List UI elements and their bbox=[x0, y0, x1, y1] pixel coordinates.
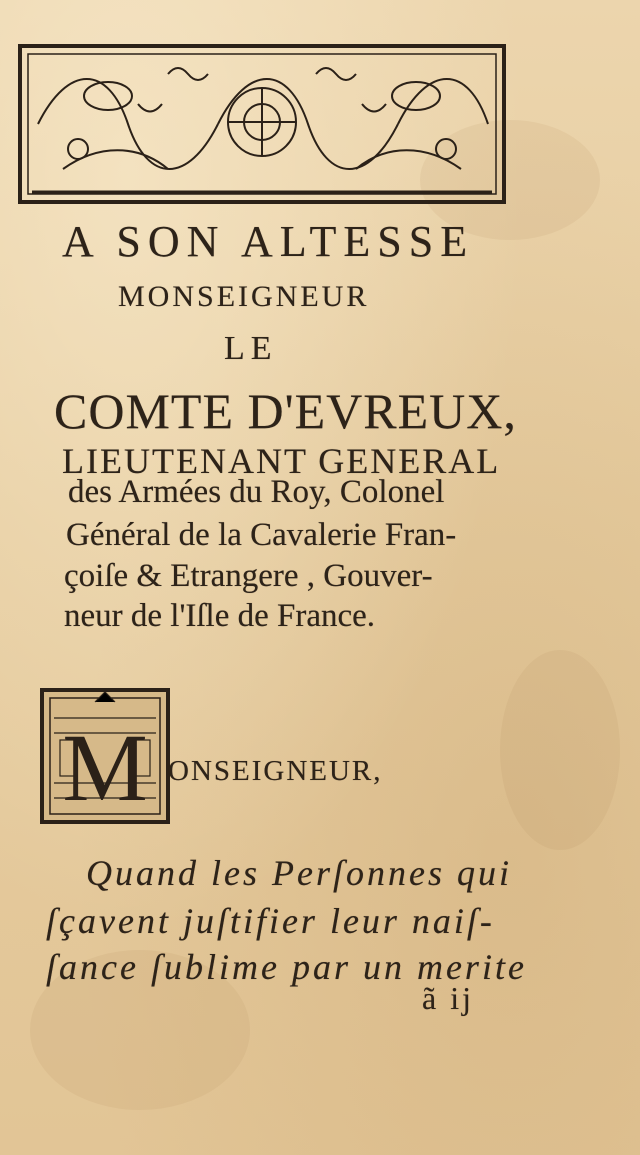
dedication-line: Général de la Cavalerie Fran- bbox=[66, 517, 457, 553]
letter-line: ſçavent juſtifier leur naiſ- bbox=[46, 901, 495, 941]
paper-stain bbox=[500, 650, 620, 850]
dedication-title: MONSEIGNEUR bbox=[118, 280, 370, 313]
signature-mark: ã ij bbox=[422, 980, 474, 1016]
initial-letter: M bbox=[62, 714, 148, 821]
dedication-name: COMTE D'EVREUX, bbox=[54, 383, 517, 439]
dedication-rank: LIEUTENANT GENERAL bbox=[62, 441, 501, 481]
letter-line: ſance ſublime par un merite bbox=[46, 947, 527, 987]
dedication-line: çoiſe & Etrangere , Gouver- bbox=[64, 558, 433, 594]
decorative-headpiece-icon bbox=[18, 44, 506, 204]
dedication-line: des Armées du Roy, Colonel bbox=[68, 474, 445, 510]
letter-line: Quand les Perſonnes qui bbox=[86, 853, 512, 893]
salutation: ONSEIGNEUR, bbox=[168, 755, 383, 787]
dedication-line: neur de l'Iſle de France. bbox=[64, 598, 376, 634]
dedication-article: LE bbox=[224, 330, 278, 367]
dedication-heading: A SON ALTESSE bbox=[62, 217, 475, 266]
woodcut-initial-icon bbox=[40, 688, 170, 824]
